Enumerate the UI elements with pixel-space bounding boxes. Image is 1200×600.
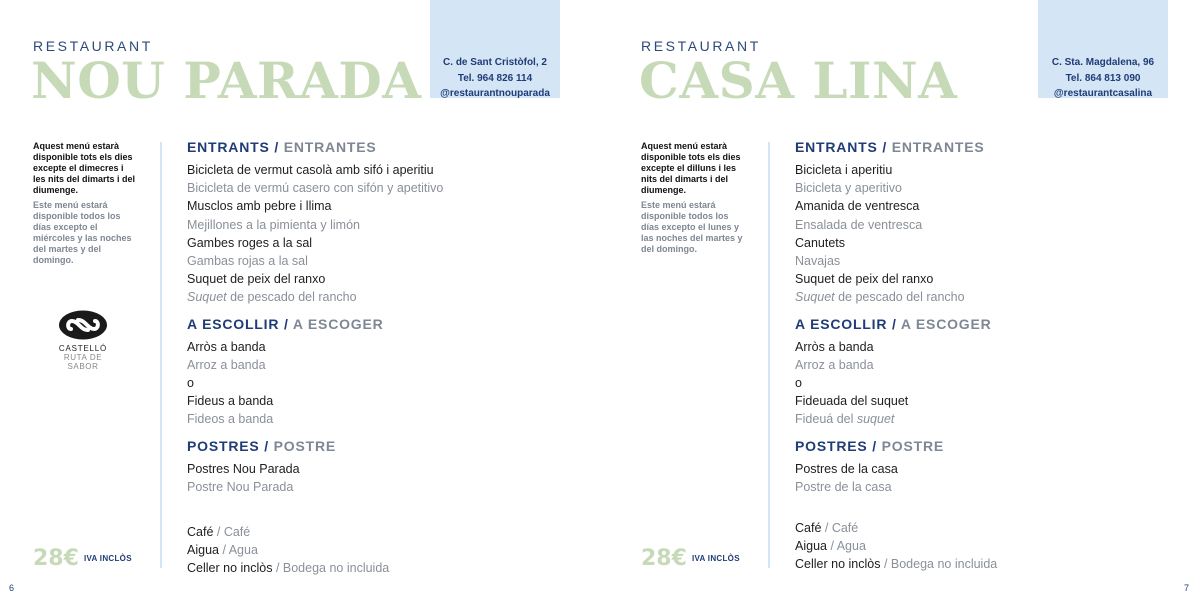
menu-item-es-italic: Suquet xyxy=(187,290,227,305)
menu-item-es: Ensalada de ventresca xyxy=(795,217,923,232)
section-starters xyxy=(795,138,1175,307)
section-choose xyxy=(795,315,1175,429)
extra-ca: Café xyxy=(795,521,822,536)
section-title-sep: / xyxy=(891,315,897,332)
contact-address: C. de Sant Cristòfol, 2 xyxy=(443,57,547,68)
menu-item-es: Bicicleta y aperitivo xyxy=(795,181,902,196)
logo-line2: RUTA DE xyxy=(63,353,103,362)
extra-item xyxy=(795,537,1175,555)
extra-item xyxy=(795,519,1175,537)
section-title-ca: POSTRES xyxy=(187,437,260,454)
menu-item-es xyxy=(187,288,567,306)
menu-item-ca: Fideus a banda xyxy=(187,394,274,409)
section-title xyxy=(795,315,1175,333)
extras-list xyxy=(795,519,1175,574)
extra-item xyxy=(187,541,567,559)
availability-note xyxy=(33,141,137,266)
right-page xyxy=(608,0,1200,600)
extras-list xyxy=(187,523,567,578)
logo-line1: CASTELLÓ xyxy=(58,344,108,353)
menu-item-es: Arroz a banda xyxy=(187,357,266,372)
page-number: 6 xyxy=(9,583,15,593)
menu-item-ca: Canutets xyxy=(795,235,846,250)
section-title xyxy=(187,437,567,455)
extra-sep: / xyxy=(880,557,891,572)
section-title-sep: / xyxy=(283,315,289,332)
extra-es: Agua xyxy=(836,539,866,554)
menu-item-es xyxy=(795,288,1175,306)
tax-note: IVA INCLÒS xyxy=(691,554,740,563)
menu-item-es-rest: Fideuá del xyxy=(795,412,857,427)
section-title-ca: A ESCOLLIR xyxy=(187,315,280,332)
extra-ca: Celler no inclòs xyxy=(187,561,273,576)
menu-item-ca: Arròs a banda xyxy=(187,339,266,354)
menu-item-es: Fideos a banda xyxy=(187,412,274,427)
menu-item-es-italic: suquet xyxy=(856,412,895,427)
menu-item-ca: Suquet de peix del ranxo xyxy=(795,272,934,287)
extra-sep: / xyxy=(821,521,832,536)
castello-logo-icon xyxy=(58,310,108,340)
menu xyxy=(795,138,1175,574)
menu-item-es: Mejillones a la pimienta y limón xyxy=(187,217,360,232)
extra-es: Café xyxy=(223,525,251,540)
extra-ca: Café xyxy=(187,525,214,540)
divider-line xyxy=(768,142,770,568)
section-title-es: ENTRANTES xyxy=(283,139,377,155)
restaurant-label: RESTAURANT xyxy=(641,38,761,54)
divider-line xyxy=(160,142,162,568)
section-title-sep: / xyxy=(264,437,269,454)
menu-item-ca: Amanida de ventresca xyxy=(795,199,920,214)
menu xyxy=(187,138,567,578)
restaurant-name: NOU PARADA xyxy=(31,51,422,110)
extra-sep: / xyxy=(218,543,229,558)
menu-item-ca: Bicicleta i aperitiu xyxy=(795,163,893,177)
section-title-es: POSTRE xyxy=(273,437,336,454)
price xyxy=(641,546,740,572)
contact-handle: @restaurantcasalina xyxy=(1053,88,1153,99)
extra-item xyxy=(795,555,1175,573)
section-title-ca: ENTRANTS xyxy=(187,139,270,155)
section-title-sep: / xyxy=(274,139,280,155)
section-title xyxy=(795,138,1175,156)
section-choose xyxy=(187,315,567,429)
section-title-es: A ESCOGER xyxy=(292,315,384,332)
extra-sep: / xyxy=(213,525,224,540)
section-dessert xyxy=(795,437,1175,496)
castello-ruta-de-sabor-logo xyxy=(57,310,109,371)
menu-item-es: Bicicleta de vermú casero con sifón y apetitivo xyxy=(187,181,444,196)
contact-phone: Tel. 864 813 090 xyxy=(1065,72,1141,84)
section-title-ca: ENTRANTS xyxy=(795,139,878,155)
restaurant-name: CASA LINA xyxy=(639,51,958,110)
section-title xyxy=(795,437,1175,455)
section-title-ca: A ESCOLLIR xyxy=(795,315,888,332)
extra-sep: / xyxy=(826,539,837,554)
menu-item-es: Postre de la casa xyxy=(795,479,892,494)
contact-phone: Tel. 964 826 114 xyxy=(457,72,533,84)
extra-item xyxy=(187,523,567,541)
contact-box xyxy=(1038,0,1168,98)
menu-or: o xyxy=(795,376,802,391)
section-title xyxy=(187,138,567,156)
section-title-ca: POSTRES xyxy=(795,437,868,454)
menu-item-ca: Gambes roges a la sal xyxy=(187,235,313,250)
section-title-sep: / xyxy=(882,139,888,155)
menu-item-es-rest: de pescado del rancho xyxy=(834,290,965,305)
menu-item-es-rest: de pescado del rancho xyxy=(226,290,357,305)
menu-item-ca: Postres de la casa xyxy=(795,461,898,476)
extra-es: Bodega no incluida xyxy=(282,561,390,576)
logo-line3: SABOR xyxy=(67,362,99,371)
section-title xyxy=(187,315,567,333)
restaurant-label: RESTAURANT xyxy=(33,38,153,54)
availability-note xyxy=(641,141,745,255)
section-title-sep: / xyxy=(872,437,877,454)
availability-note-ca: Aquest menú estarà disponible tots els dies excepte el dimecres i les nits del dimarts i del diumenge. xyxy=(33,141,136,195)
menu-item-es: Navajas xyxy=(795,254,841,269)
menu-item-es: Postre Nou Parada xyxy=(187,479,294,494)
section-starters xyxy=(187,138,567,307)
section-dessert xyxy=(187,437,567,496)
section-title-es: POSTRE xyxy=(881,437,944,454)
menu-item-es: Arroz a banda xyxy=(795,357,874,372)
price xyxy=(33,546,132,572)
menu-or: o xyxy=(187,376,194,391)
extra-item xyxy=(187,559,567,577)
menu-item-es xyxy=(795,410,1175,428)
menu-item-ca: Musclos amb pebre i llima xyxy=(187,199,332,214)
menu-item-ca: Bicicleta de vermut casolà amb sifó i aperitiu xyxy=(187,163,434,177)
tax-note: IVA INCLÒS xyxy=(83,554,132,563)
price-value: 28€ xyxy=(641,546,687,571)
extra-sep: / xyxy=(272,561,283,576)
extra-es: Agua xyxy=(228,543,258,558)
extra-ca: Aigua xyxy=(187,543,219,558)
section-title-es: A ESCOGER xyxy=(900,315,992,332)
section-title-es: ENTRANTES xyxy=(891,139,985,155)
availability-note-ca: Aquest menú estarà disponible tots els dies excepte el dilluns i les nits del dimarts i del diumenge. xyxy=(641,141,741,195)
menu-item-ca: Fideuada del suquet xyxy=(795,394,909,409)
price-value: 28€ xyxy=(33,546,79,571)
contact-address: C. Sta. Magdalena, 96 xyxy=(1051,57,1155,68)
extra-ca: Aigua xyxy=(795,539,827,554)
menu-item-es-italic: Suquet xyxy=(795,290,835,305)
menu-item-es: Gambas rojas a la sal xyxy=(187,254,308,269)
contact-box xyxy=(430,0,560,98)
page-number: 7 xyxy=(1184,583,1190,593)
menu-item-ca: Arròs a banda xyxy=(795,339,874,354)
menu-item-ca: Suquet de peix del ranxo xyxy=(187,272,326,287)
availability-note-es: Este menú estará disponible todos los días excepto el lunes y las noches del martes y del domingo. xyxy=(641,200,743,254)
extra-es: Café xyxy=(831,521,859,536)
availability-note-es: Este menú estará disponible todos los días excepto el miércoles y las noches del martes y del domingo. xyxy=(33,200,132,265)
menu-item-ca: Postres Nou Parada xyxy=(187,461,300,476)
extra-ca: Celler no inclòs xyxy=(795,557,881,572)
contact-handle: @restaurantnouparada xyxy=(440,88,550,99)
extra-es: Bodega no incluida xyxy=(890,557,998,572)
